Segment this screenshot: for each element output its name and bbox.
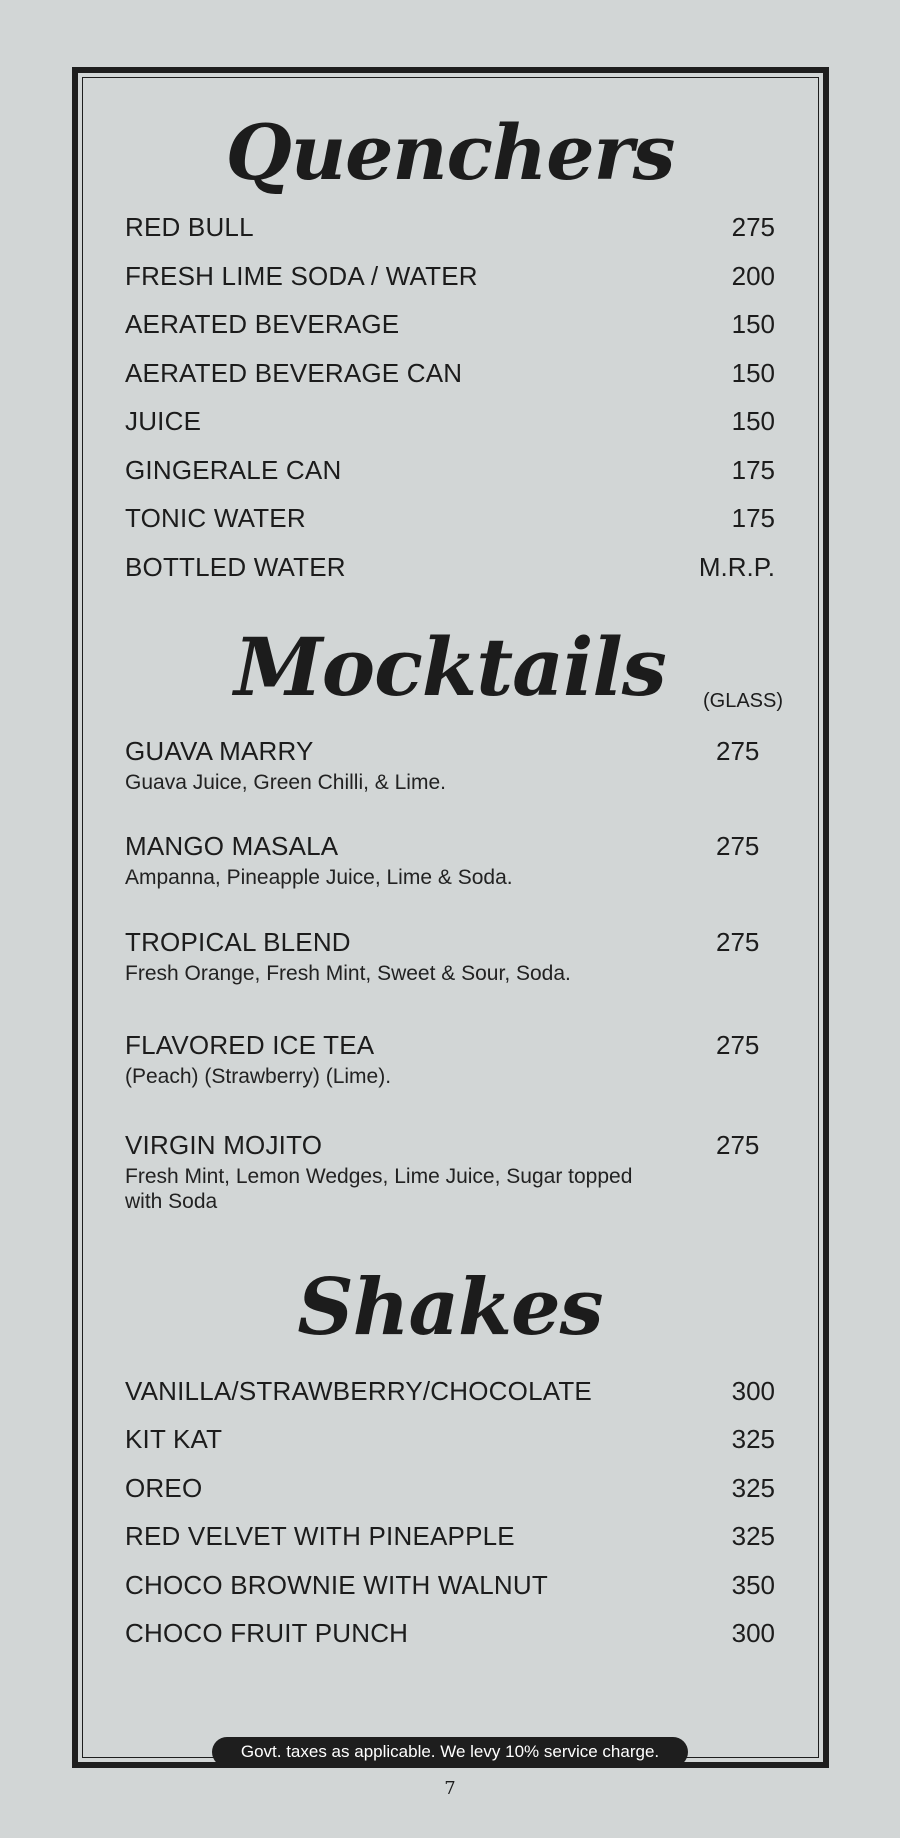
item-name: FLAVORED ICE TEA xyxy=(125,1030,375,1060)
item-price: 275 xyxy=(716,1030,760,1060)
menu-item xyxy=(125,501,775,535)
item-price: M.R.P. xyxy=(698,552,775,582)
item-name: MANGO MASALA xyxy=(125,831,339,861)
item-description: (Peach) (Strawberry) (Lime). xyxy=(125,1065,392,1088)
item-price: 325 xyxy=(731,1521,775,1551)
item-description: Fresh Mint, Lemon Wedges, Lime Juice, Sugar topped with Soda xyxy=(125,1165,633,1213)
menu-item xyxy=(125,1028,775,1088)
item-price: 275 xyxy=(716,1130,760,1160)
item-price: 275 xyxy=(716,831,760,861)
menu-item xyxy=(125,1471,775,1505)
menu-item xyxy=(125,307,775,341)
menu-item xyxy=(125,829,775,889)
item-price: 200 xyxy=(731,261,775,291)
item-price: 300 xyxy=(731,1376,775,1406)
section-title-shakes: Shakes xyxy=(297,1262,603,1353)
page-number: 7 xyxy=(444,1778,456,1799)
item-price: 325 xyxy=(731,1473,775,1503)
item-name: KIT KAT xyxy=(125,1424,223,1454)
item-name: VANILLA/STRAWBERRY/CHOCOLATE xyxy=(125,1376,592,1406)
item-price: 300 xyxy=(731,1618,775,1648)
item-name: CHOCO FRUIT PUNCH xyxy=(125,1618,409,1648)
item-name: RED VELVET WITH PINEAPPLE xyxy=(125,1521,515,1551)
menu-item xyxy=(125,259,775,293)
section-title-mocktails: Mocktails xyxy=(234,620,666,714)
item-name: VIRGIN MOJITO xyxy=(125,1130,323,1160)
section-title-quenchers: Quenchers xyxy=(225,108,675,197)
menu-item xyxy=(125,210,775,244)
item-name: GINGERALE CAN xyxy=(125,455,342,485)
item-name: JUICE xyxy=(125,406,202,436)
item-name: CHOCO BROWNIE WITH WALNUT xyxy=(125,1570,548,1600)
menu-item xyxy=(125,404,775,438)
item-name: GUAVA MARRY xyxy=(125,736,314,766)
menu-item xyxy=(125,1568,775,1602)
item-name: BOTTLED WATER xyxy=(125,552,346,582)
service-charge-note: Govt. taxes as applicable. We levy 10% service charge. xyxy=(212,1737,688,1767)
item-price: 175 xyxy=(731,455,775,485)
menu-item xyxy=(125,734,775,794)
item-name: RED BULL xyxy=(125,212,254,242)
item-price: 150 xyxy=(731,406,775,436)
item-description: Guava Juice, Green Chilli, & Lime. xyxy=(125,771,446,794)
menu-item xyxy=(125,356,775,390)
menu-item xyxy=(125,1128,775,1213)
item-name: AERATED BEVERAGE xyxy=(125,309,400,339)
item-price: 150 xyxy=(731,358,775,388)
item-price: 150 xyxy=(731,309,775,339)
item-name: OREO xyxy=(125,1473,203,1503)
menu-item xyxy=(125,925,775,985)
menu-item xyxy=(125,453,775,487)
item-price: 175 xyxy=(731,503,775,533)
glass-unit-label: (GLASS) xyxy=(703,690,784,712)
item-description: Fresh Orange, Fresh Mint, Sweet & Sour, Soda. xyxy=(125,962,571,985)
item-price: 275 xyxy=(731,212,775,242)
menu-item xyxy=(125,1519,775,1553)
menu-item xyxy=(125,1422,775,1456)
item-price: 350 xyxy=(731,1570,775,1600)
item-name: TROPICAL BLEND xyxy=(125,927,351,957)
item-name: TONIC WATER xyxy=(125,503,306,533)
item-price: 275 xyxy=(716,736,760,766)
item-name: AERATED BEVERAGE CAN xyxy=(125,358,463,388)
item-description: Ampanna, Pineapple Juice, Lime & Soda. xyxy=(125,866,513,889)
item-price: 275 xyxy=(716,927,760,957)
menu-item xyxy=(125,1616,775,1650)
menu-item xyxy=(125,550,775,584)
item-name: FRESH LIME SODA / WATER xyxy=(125,261,478,291)
menu-item xyxy=(125,1374,775,1408)
item-price: 325 xyxy=(731,1424,775,1454)
